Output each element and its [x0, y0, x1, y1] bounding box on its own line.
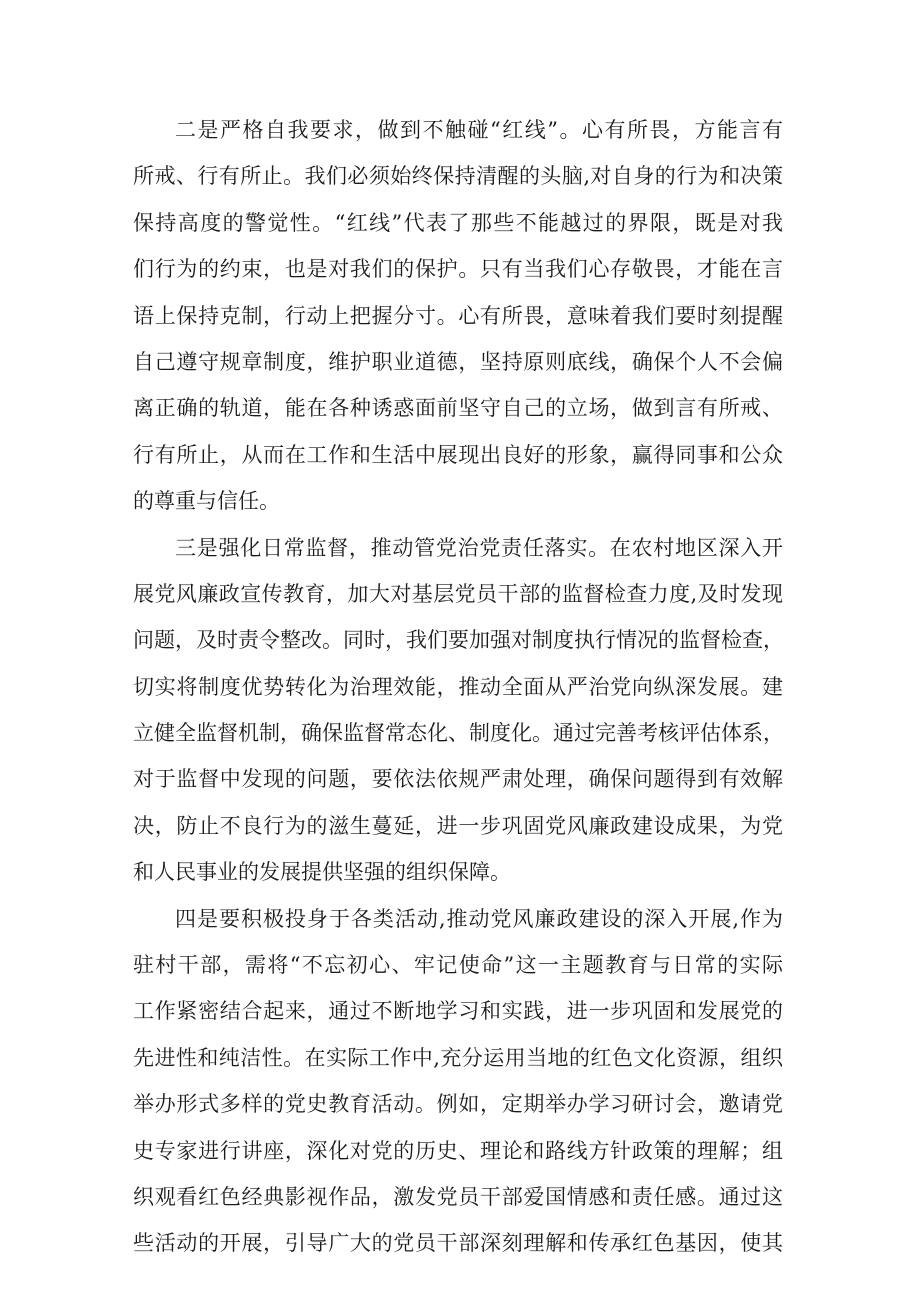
paragraph-activities [133, 896, 783, 1267]
text-line: 问题，及时责令整改。同时，我们要加强对制度执行情况的监督检查， [133, 628, 784, 653]
text-line: 展党风廉政宣传教育，加大对基层党员干部的监督检查力度,及时发现 [133, 581, 783, 606]
text-line: 语上保持克制，行动上把握分寸。心有所畏，意味着我们要时刻提醒 [133, 303, 783, 328]
text-line: 些活动的开展，引导广大的党员干部深刻理解和传承红色基因，使其 [133, 1231, 783, 1256]
text-line: 决，防止不良行为的滋生蔓延，进一步巩固党风廉政建设成果，为党 [133, 813, 783, 838]
text-line: 保持高度的警觉性。“红线”代表了那些不能越过的界限，既是对我 [133, 210, 783, 235]
text-line: 先进性和纯洁性。在实际工作中,充分运用当地的红色文化资源，组织 [133, 1045, 783, 1070]
text-line: 立健全监督机制，确保监督常态化、制度化。通过完善考核评估体系， [133, 721, 784, 746]
text-line: 织观看红色经典影视作品，激发党员干部爱国情感和责任感。通过这 [133, 1184, 783, 1209]
text-line: 工作紧密结合起来，通过不断地学习和实践，进一步巩固和发展党的 [133, 999, 783, 1024]
text-line: 行有所止，从而在工作和生活中展现出良好的形象，赢得同事和公众 [133, 442, 783, 467]
document-body [133, 107, 783, 1267]
text-line: 四是要积极投身于各类活动,推动党风廉政建设的深入开展,作为 [175, 906, 783, 931]
text-line: 离正确的轨道，能在各种诱惑面前坚守自己的立场，做到言有所戒、 [133, 396, 783, 421]
text-line: 和人民事业的发展提供坚强的组织保障。 [133, 860, 511, 885]
text-line: 们行为的约束，也是对我们的保护。只有当我们心存敬畏，才能在言 [133, 257, 783, 282]
paragraph-red-line [133, 107, 783, 525]
text-line: 的尊重与信任。 [133, 489, 280, 514]
text-line: 二是严格自我要求，做到不触碰“红线”。心有所畏，方能言有 [175, 118, 783, 142]
text-line: 自己遵守规章制度，维护职业道德，坚持原则底线，确保个人不会偏 [133, 349, 783, 374]
text-line: 所戒、行有所止。我们必须始终保持清醒的头脑,对自身的行为和决策 [133, 164, 783, 189]
text-line: 驻村干部，需将“不忘初心、牢记使命”这一主题教育与日常的实际 [133, 953, 783, 978]
text-line: 三是强化日常监督，推动管党治党责任落实。在农村地区深入开 [175, 535, 783, 560]
text-line: 史专家进行讲座，深化对党的历史、理论和路线方针政策的理解；组 [133, 1138, 783, 1163]
text-line: 切实将制度优势转化为治理效能，推动全面从严治党向纵深发展。建 [133, 674, 783, 699]
text-line: 对于监督中发现的问题，要依法依规严肃处理，确保问题得到有效解 [133, 767, 783, 792]
paragraph-supervision [133, 525, 783, 896]
text-line: 举办形式多样的党史教育活动。例如，定期举办学习研讨会，邀请党 [133, 1092, 783, 1117]
